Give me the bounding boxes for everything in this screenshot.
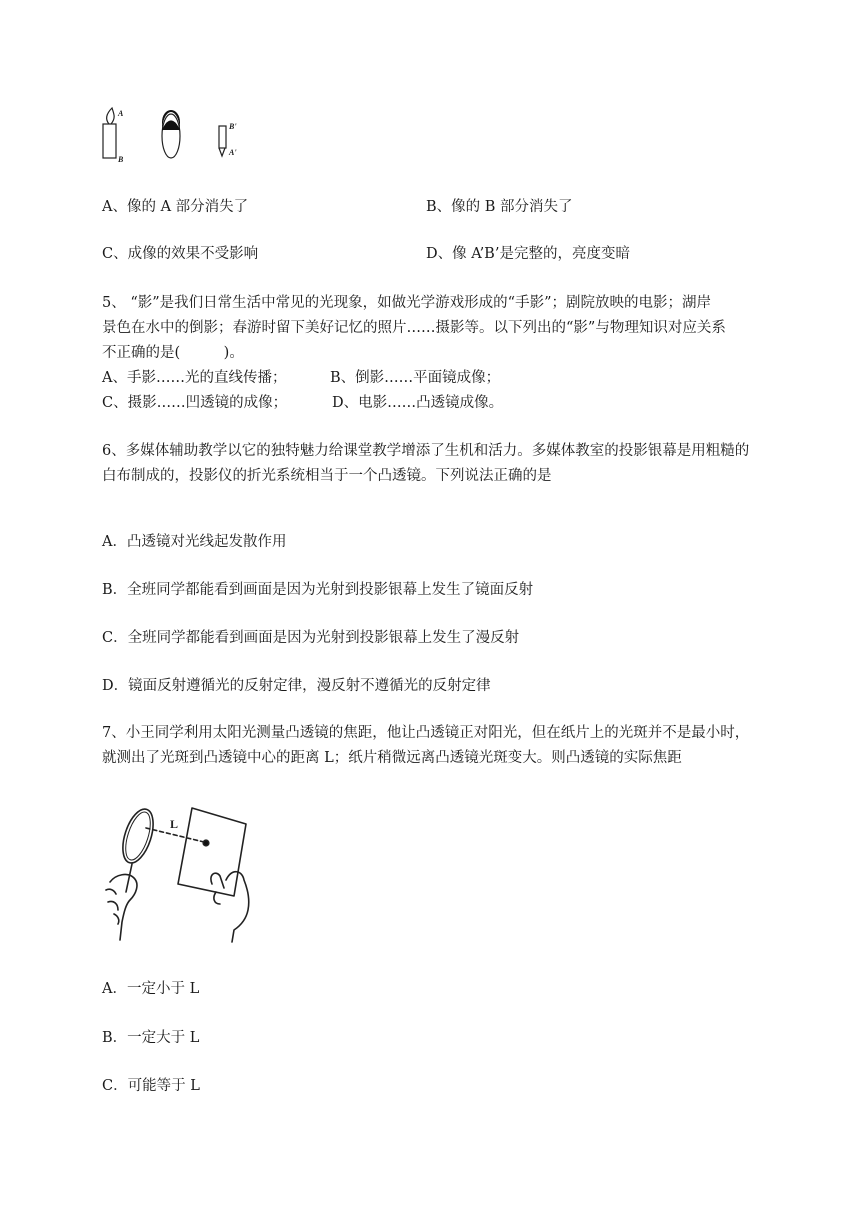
q5-option-row-1 bbox=[102, 368, 501, 388]
magnifier-lens bbox=[117, 805, 159, 866]
q4-option-row-1 bbox=[102, 197, 573, 217]
candle-flame bbox=[107, 108, 114, 124]
q6-stem-line-1: 6、多媒体辅助教学以它的独特魅力给课堂教学增添了生机和活力。多媒体教室的投影银幕是用粗糙的 bbox=[102, 443, 750, 459]
q4-option-c[interactable]: C、成像的效果不受影响 bbox=[102, 246, 259, 262]
distance-label-l: L bbox=[170, 817, 179, 831]
q7-option-b[interactable]: B．一定大于 L bbox=[102, 1030, 200, 1046]
q6-option-c[interactable]: C．全班同学都能看到画面是因为光射到投影银幕上发生了漫反射 bbox=[102, 630, 520, 646]
label-b-prime: B' bbox=[229, 122, 237, 131]
q5-option-a[interactable]: A、手影……光的直线传播； bbox=[102, 370, 287, 386]
q7-option-c[interactable]: C．可能等于 L bbox=[102, 1078, 200, 1094]
q4-option-a[interactable]: A、像的 A 部分消失了 bbox=[102, 199, 249, 215]
q6-option-d[interactable]: D．镜面反射遵循光的反射定律，漫反射不遵循光的反射定律 bbox=[102, 678, 491, 694]
left-hand bbox=[106, 875, 137, 940]
magnifier-handle bbox=[126, 864, 132, 892]
q5-stem-line-1: 5、 “影”是我们日常生活中常见的光现象，如做光学游戏形成的“手影”；剧院放映的电影；湖岸 bbox=[102, 295, 711, 311]
label-a-prime: A' bbox=[229, 148, 237, 157]
q4-option-d[interactable]: D、像 A’B’是完整的，亮度变暗 bbox=[426, 246, 630, 262]
label-a: A bbox=[118, 109, 124, 118]
q4-option-row-2 bbox=[102, 244, 630, 264]
q4-option-b[interactable]: B、像的 B 部分消失了 bbox=[426, 199, 573, 215]
q5-stem-line-2: 景色在水中的倒影；春游时留下美好记忆的照片……摄影等。以下列出的“影”与物理知识对应关系 bbox=[102, 320, 726, 336]
q6-option-b[interactable]: B．全班同学都能看到画面是因为光射到投影银幕上发生了镜面反射 bbox=[102, 582, 534, 598]
q5-option-b[interactable]: B、倒影……平面镜成像； bbox=[330, 370, 501, 386]
label-b: B bbox=[118, 155, 124, 164]
q5-stem-line-3: 不正确的是( )。 bbox=[102, 345, 244, 361]
q7-stem-line-2: 就测出了光斑到凸透镜中心的距离 L；纸片稍微远离凸透镜光斑变大。则凸透镜的实际焦距 bbox=[102, 750, 682, 766]
q5-option-c[interactable]: C、摄影……凹透镜的成像； bbox=[102, 395, 288, 411]
q6-option-a[interactable]: A．凸透镜对光线起发散作用 bbox=[102, 534, 287, 550]
candle-shape bbox=[103, 124, 116, 158]
q7-option-a[interactable]: A．一定小于 L bbox=[102, 981, 200, 997]
image-shape bbox=[219, 126, 226, 148]
q5-option-d[interactable]: D、电影……凸透镜成像。 bbox=[332, 395, 504, 411]
candle-lens-figure bbox=[98, 104, 248, 166]
q6-stem-line-2: 白布制成的，投影仪的折光系统相当于一个凸透镜。下列说法正确的是 bbox=[102, 468, 552, 484]
right-hand bbox=[211, 872, 249, 942]
focus-spot bbox=[203, 840, 209, 846]
q5-option-row-2 bbox=[102, 393, 504, 413]
q7-stem-line-1: 7、小王同学利用太阳光测量凸透镜的焦距，他让凸透镜正对阳光，但在纸片上的光斑并不是最小时， bbox=[102, 725, 750, 741]
magnifier-paper-figure bbox=[100, 804, 262, 944]
